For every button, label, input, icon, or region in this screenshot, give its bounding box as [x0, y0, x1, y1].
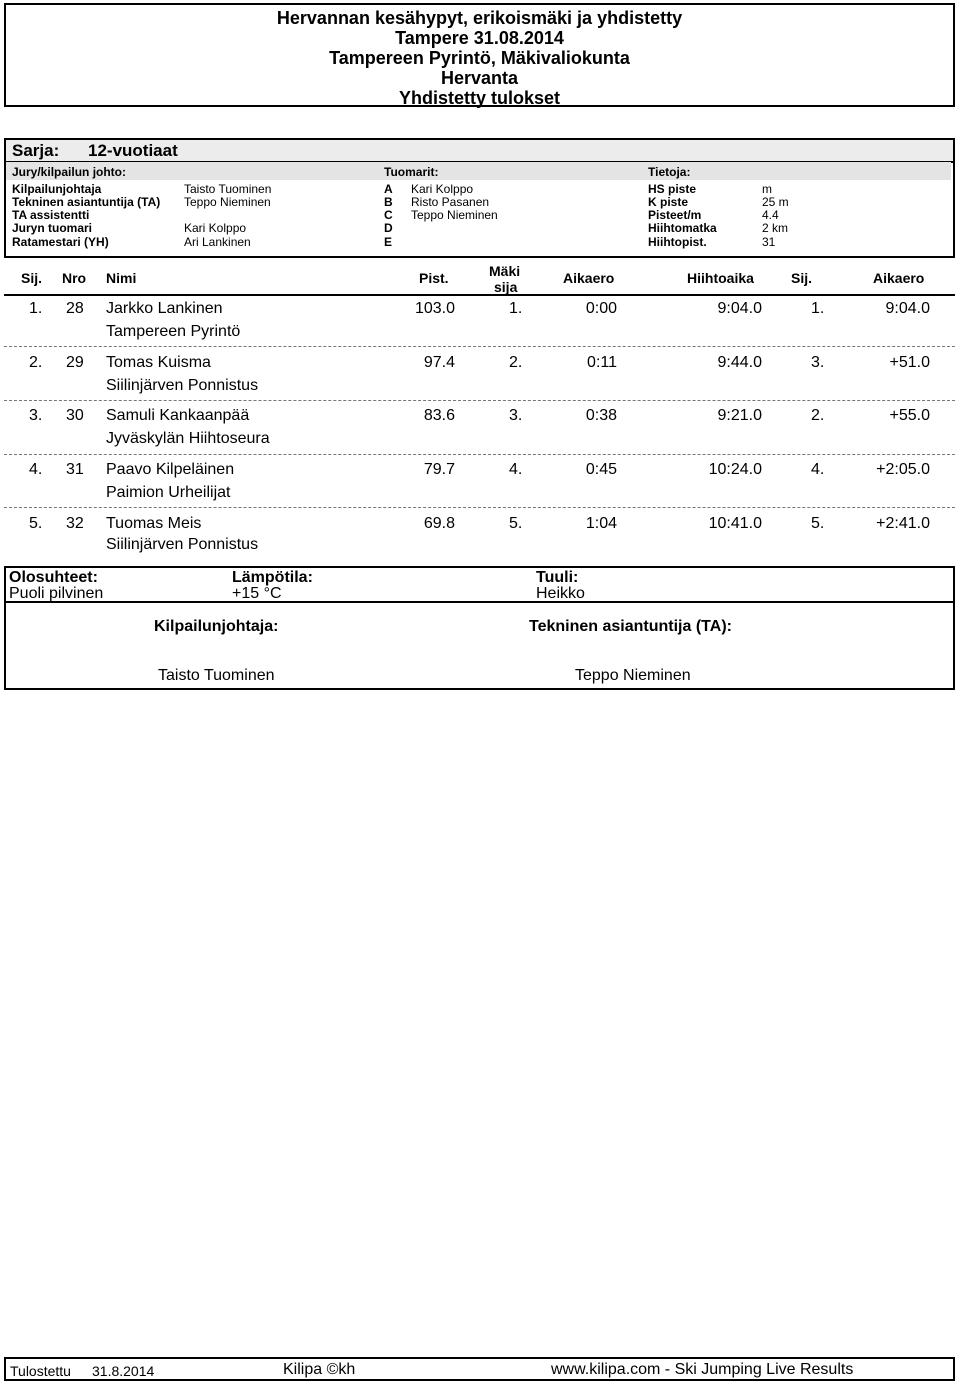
jury-role: Kilpailunjohtaja [12, 182, 102, 196]
bib: 30 [66, 407, 84, 424]
club-name: Jyväskylän Hiihtoseura [106, 430, 270, 447]
final-gap: +2:41.0 [876, 515, 930, 532]
final-rank: 1. [811, 300, 825, 317]
athlete-name: Tuomas Meis [106, 515, 202, 532]
category-value: 12-vuotiaat [88, 141, 178, 160]
ski-time: 9:21.0 [717, 407, 762, 424]
rank: 5. [29, 515, 43, 532]
rank: 2. [29, 354, 43, 371]
rank: 4. [29, 461, 43, 478]
judge-name: Teppo Nieminen [411, 208, 498, 222]
signatures-box [4, 603, 955, 690]
ski-time: 9:44.0 [717, 354, 762, 371]
ski-time: 10:41.0 [708, 515, 762, 532]
col-nimi: Nimi [106, 270, 137, 286]
conditions-box [4, 566, 955, 603]
jump-points: 97.4 [423, 354, 455, 371]
table-row [0, 407, 960, 460]
header-divider [4, 294, 955, 296]
jury-name: Kari Kolppo [184, 221, 247, 235]
col-maki-line1: Mäki [489, 263, 521, 279]
final-gap: +55.0 [889, 407, 930, 424]
final-rank: 5. [811, 515, 825, 532]
final-rank: 4. [811, 461, 825, 478]
jury-name: Teppo Nieminen [184, 195, 271, 209]
athlete-name: Jarkko Lankinen [106, 300, 223, 317]
jump-rank: 3. [509, 407, 523, 424]
ta-title: Tekninen asiantuntija (TA): [529, 618, 732, 635]
wind-label: Tuuli: [536, 569, 579, 586]
jury-role: Ratamestari (YH) [12, 235, 109, 249]
jury-heading: Jury/kilpailun johto: [12, 165, 127, 179]
athlete-name: Paavo Kilpeläinen [106, 461, 235, 478]
col-hiihtoaika: Hiihtoaika [687, 270, 754, 286]
temperature-label: Lämpötila: [232, 569, 313, 586]
jury-role: Tekninen asiantuntija (TA) [12, 195, 161, 209]
info-label: Hiihtopist. [648, 235, 707, 249]
judge-letter: C [384, 208, 393, 222]
judge-letter: E [384, 235, 393, 249]
judge-letter: A [384, 182, 393, 196]
final-gap: 9:04.0 [885, 300, 930, 317]
col-maki-line2: sija [494, 279, 518, 295]
rank: 3. [29, 407, 43, 424]
time-gap: 0:38 [585, 407, 617, 424]
jump-points: 83.6 [423, 407, 455, 424]
col-sij2: Sij. [791, 270, 813, 286]
col-sij: Sij. [21, 270, 43, 286]
col-nro: Nro [62, 270, 87, 286]
jump-points: 69.8 [423, 515, 455, 532]
event-title: Hervannan kesähypyt, erikoismäki ja yhdistetty [276, 8, 683, 28]
final-rank: 2. [811, 407, 825, 424]
ski-time: 10:24.0 [708, 461, 762, 478]
jump-rank: 2. [509, 354, 523, 371]
app-credit: Kilipa ©kh [283, 1361, 356, 1378]
row-divider [4, 400, 955, 401]
row-divider [4, 346, 955, 347]
info-label: K piste [648, 195, 689, 209]
info-label: Pisteet/m [648, 208, 702, 222]
row-divider [4, 507, 955, 508]
judge-name: Risto Pasanen [411, 195, 490, 209]
club-name: Tampereen Pyrintö [106, 323, 241, 340]
judge-letter: B [384, 195, 393, 209]
jump-points: 79.7 [423, 461, 455, 478]
club-name: Paimion Urheilijat [106, 484, 231, 501]
jury-role: TA assistentti [12, 208, 90, 222]
footer [4, 1357, 955, 1381]
bib: 28 [66, 300, 84, 317]
col-aikaero2: Aikaero [873, 270, 925, 286]
temperature-value: +15 °C [232, 585, 282, 602]
judge-name: Kari Kolppo [411, 182, 474, 196]
club-name: Siilinjärven Ponnistus [106, 536, 259, 553]
jury-name: Ari Lankinen [184, 235, 251, 249]
judges-heading: Tuomarit: [384, 165, 439, 179]
info-label: HS piste [648, 182, 697, 196]
category-bar [4, 138, 955, 163]
time-gap: 1:04 [585, 515, 617, 532]
director-title: Kilpailunjohtaja: [154, 618, 279, 635]
director-name: Taisto Tuominen [158, 667, 275, 684]
ta-name: Teppo Nieminen [575, 667, 691, 684]
info-value: 2 km [762, 221, 789, 235]
conditions-label: Olosuhteet: [9, 569, 98, 586]
officials-box [4, 162, 955, 258]
bib: 31 [66, 461, 84, 478]
event-organizer: Tampereen Pyrintö, Mäkivaliokunta [329, 48, 630, 68]
row-divider [4, 454, 955, 455]
conditions-value: Puoli pilvinen [9, 585, 104, 602]
info-value: 25 m [762, 195, 789, 209]
col-aikaero: Aikaero [563, 270, 615, 286]
final-rank: 3. [811, 354, 825, 371]
category-label: Sarja: [12, 141, 60, 160]
col-pist: Pist. [419, 270, 449, 286]
site-link[interactable]: www.kilipa.com - Ski Jumping Live Results [551, 1361, 854, 1378]
judge-letter: D [384, 221, 393, 235]
table-row [0, 515, 960, 568]
title-box [4, 3, 955, 107]
jury-role: Juryn tuomari [12, 221, 93, 235]
jump-rank: 1. [509, 300, 523, 317]
athlete-name: Tomas Kuisma [106, 354, 211, 371]
club-name: Siilinjärven Ponnistus [106, 377, 259, 394]
event-date: Tampere 31.08.2014 [395, 28, 564, 48]
printed-label: Tulostettu [10, 1363, 71, 1379]
rank: 1. [29, 300, 43, 317]
info-value: m [762, 182, 772, 196]
info-value: 4.4 [762, 208, 779, 222]
jump-points: 103.0 [414, 300, 455, 317]
final-gap: +2:05.0 [876, 461, 930, 478]
bib: 32 [66, 515, 84, 532]
jury-name: Taisto Tuominen [184, 182, 272, 196]
info-value: 31 [762, 235, 776, 249]
ski-time: 9:04.0 [717, 300, 762, 317]
athlete-name: Samuli Kankaanpää [106, 407, 250, 424]
time-gap: 0:11 [587, 354, 617, 371]
time-gap: 0:00 [585, 300, 617, 317]
event-location: Hervanta [440, 68, 519, 88]
bib: 29 [66, 354, 84, 371]
results-heading: Yhdistetty tulokset [398, 88, 561, 108]
final-gap: +51.0 [889, 354, 930, 371]
time-gap: 0:45 [585, 461, 617, 478]
jump-rank: 4. [509, 461, 523, 478]
officials-heading-band [6, 162, 951, 180]
jump-rank: 5. [509, 515, 523, 532]
printed-date: 31.8.2014 [92, 1363, 155, 1379]
info-heading: Tietoja: [648, 165, 691, 179]
wind-value: Heikko [536, 585, 585, 602]
info-label: Hiihtomatka [648, 221, 717, 235]
